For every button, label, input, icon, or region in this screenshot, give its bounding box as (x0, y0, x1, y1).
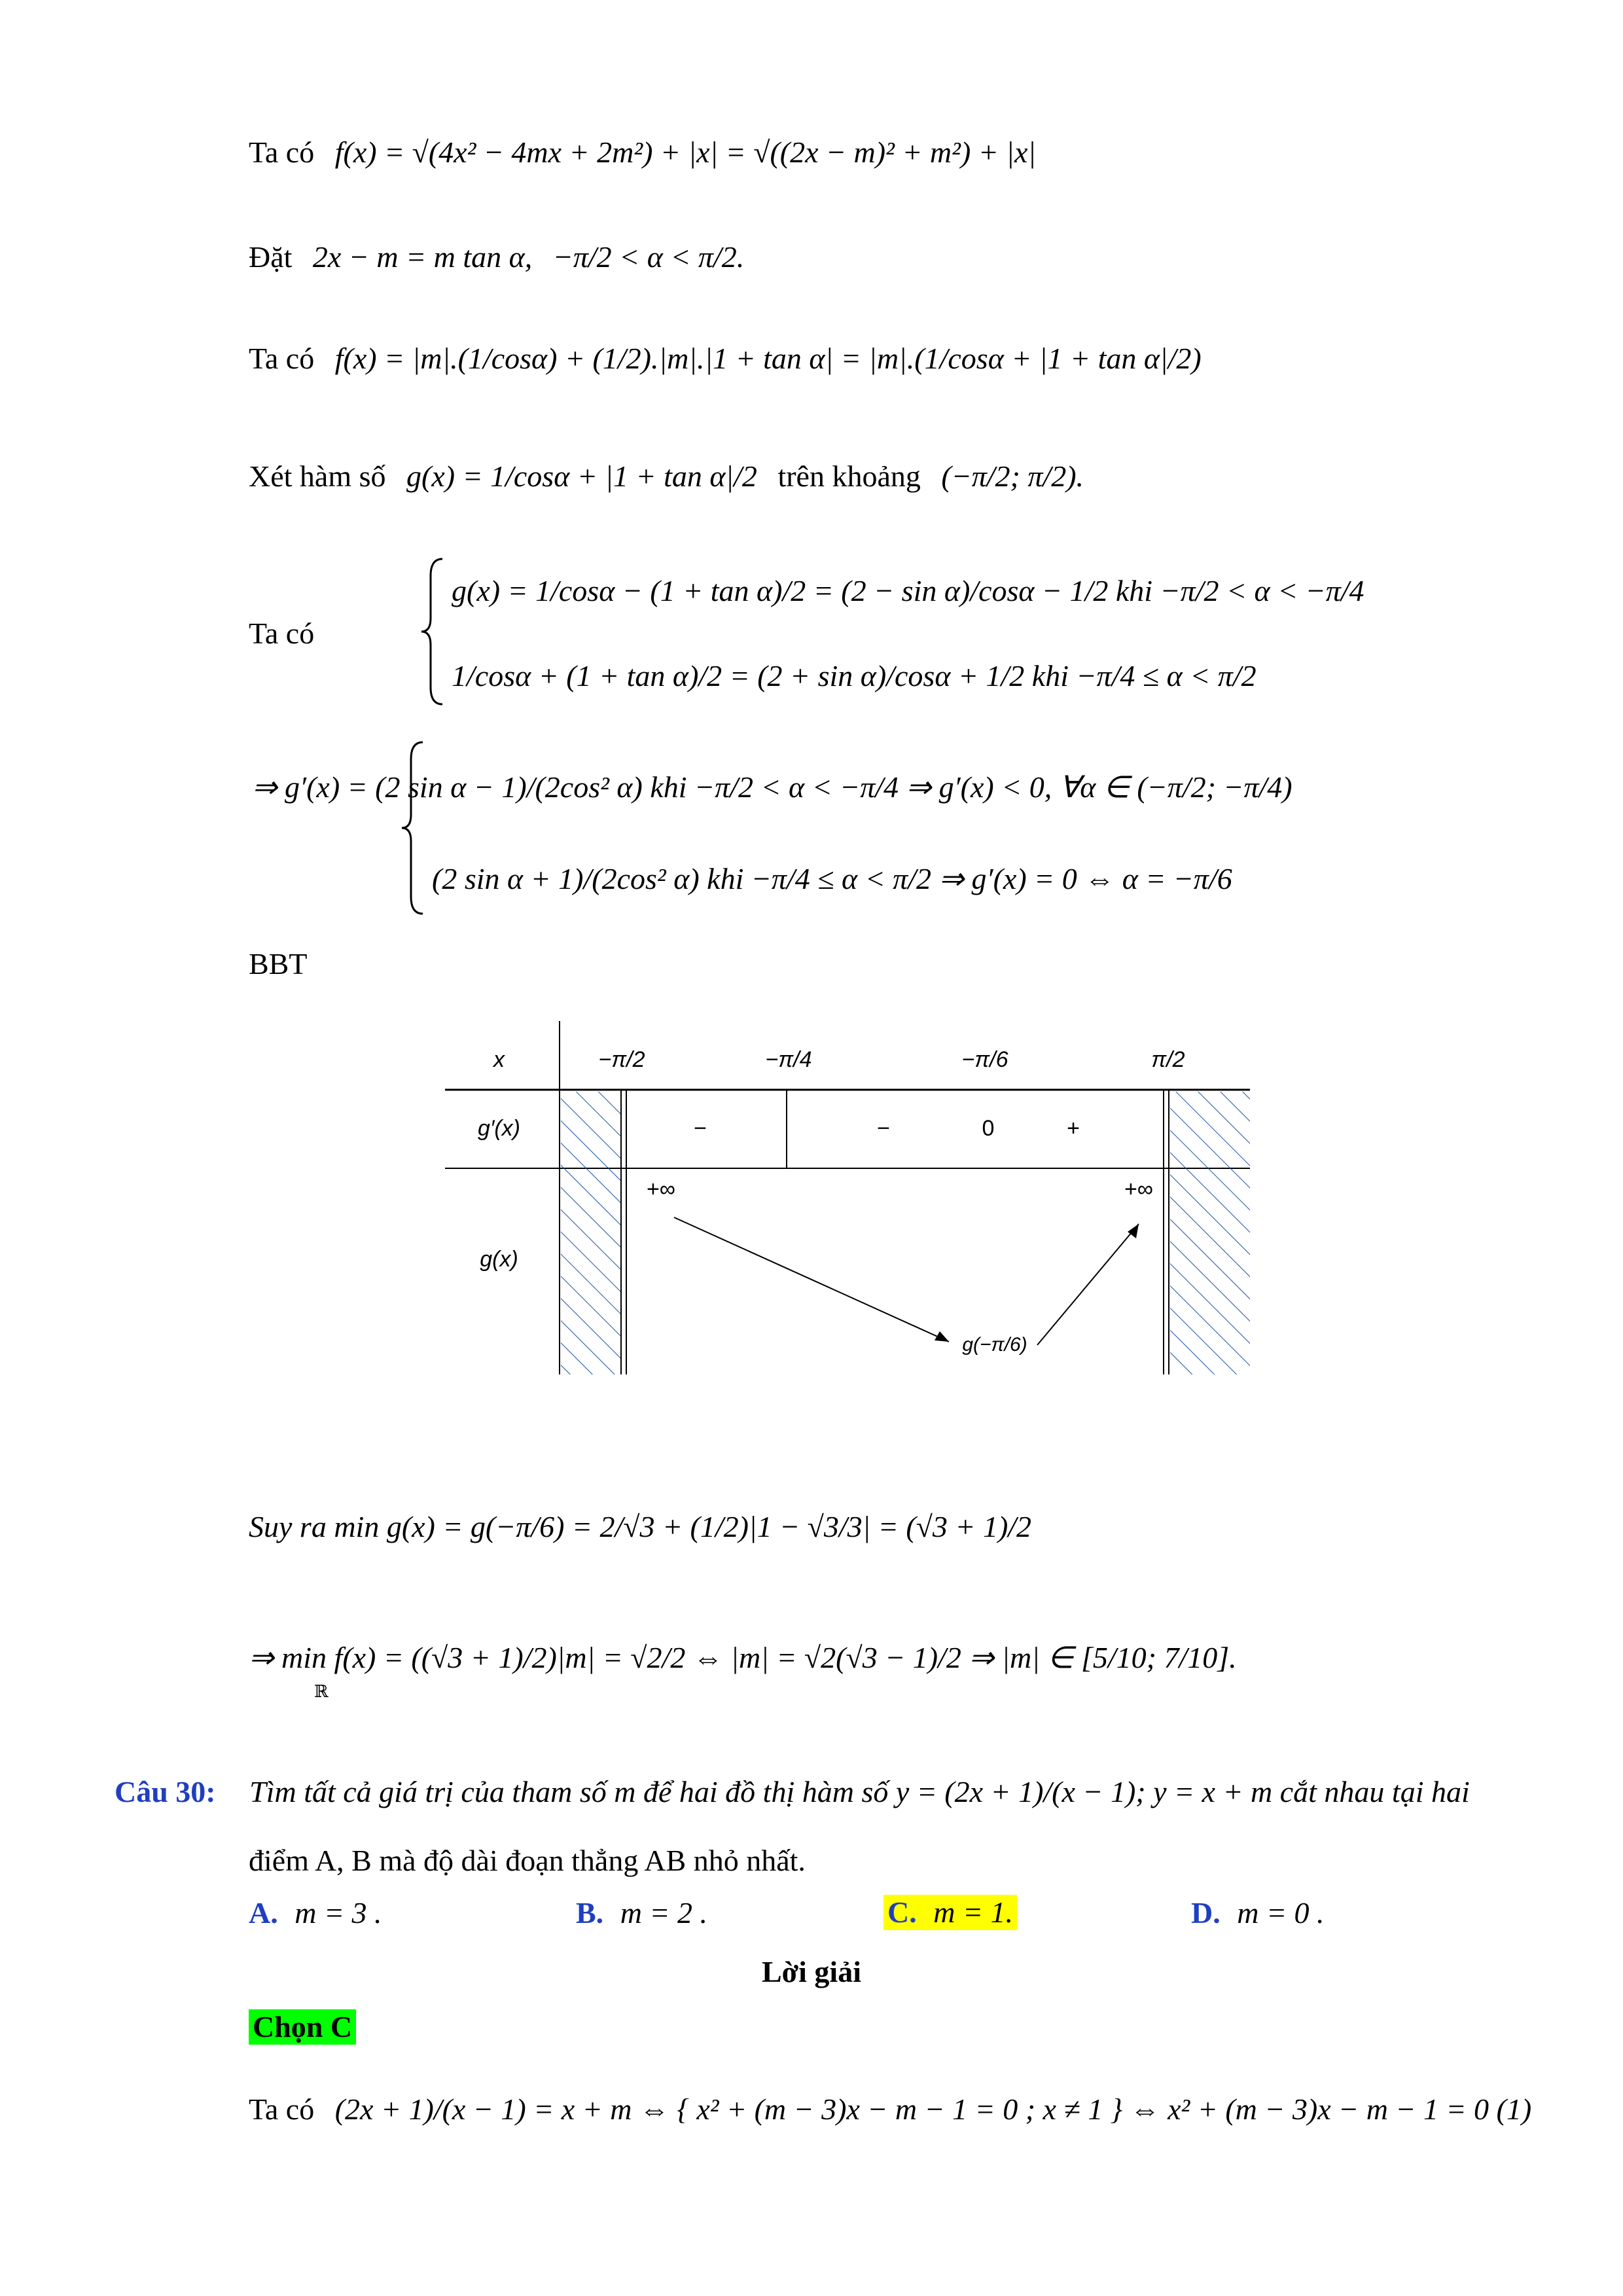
table-inf-left: +∞ (646, 1177, 676, 1202)
table-row-g-label: g(x) (480, 1247, 518, 1272)
question-line-2: điểm A, B mà độ dài đoạn thẳng AB nhỏ nhất. (249, 1844, 806, 1877)
option-b[interactable] (576, 1898, 707, 1928)
variation-table (438, 1021, 1257, 1374)
table-sign: − (877, 1116, 890, 1141)
line-4 (249, 461, 1084, 492)
line-6-case-2: (2 sin α + 1)/(2cos² α) khi −π/4 ≤ α < π/2 ⇒ g′(x) = 0 ⇔ α = −π/6 (432, 862, 1232, 895)
line-2-prefix: Đặt (249, 240, 293, 274)
line-6-case-1: ⇒ g′(x) = (2 sin α − 1)/(2cos² α) khi −π/2 < α < −π/4 ⇒ g′(x) < 0, ∀α ∈ (−π/2; −π/4) (252, 770, 1293, 804)
choice-label: Chọn C (249, 2009, 356, 2045)
min-subscript: ℝ (314, 1682, 329, 1701)
line-5-prefix: Ta có (249, 617, 315, 650)
line-1-expression: f(x) = √(4x² − 4mx + 2m²) + |x| = √((2x − m)² + m²) + |x| (334, 135, 1037, 169)
last-line (249, 2094, 1531, 2125)
line-3 (249, 344, 1202, 374)
table-x-value: −π/6 (961, 1047, 1008, 1072)
line-4-expression: g(x) = 1/cosα + |1 + tan α|/2 (406, 459, 757, 493)
min-f-line (249, 1643, 1237, 1673)
table-x-value: −π/2 (598, 1047, 645, 1072)
option-a[interactable] (249, 1898, 382, 1928)
line-1-prefix: Ta có (249, 135, 315, 169)
min-f-expression: ⇒ min f(x) = ((√3 + 1)/2)|m| = √2/2 ⇔ |m| = √2(√3 − 1)/2 ⇒ |m| ∈ [5/10; 7/10]. (249, 1641, 1237, 1674)
min-g-line (249, 1512, 1031, 1542)
line-4-suffix: trên khoảng (777, 459, 921, 493)
question-text-1: Tìm tất cả giá trị của tham số m để hai đồ thị hàm số y = (2x + 1)/(x − 1); y = x + m cắt nhau tại hai (249, 1775, 1470, 1808)
line-1 (249, 137, 1036, 168)
table-sign: 0 (982, 1116, 995, 1141)
table-min-label: g(−π/6) (962, 1334, 1027, 1355)
option-c[interactable] (883, 1895, 1017, 1930)
line-4-prefix: Xét hàm số (249, 459, 386, 493)
last-line-expression: (2x + 1)/(x − 1) = x + m ⇔ { x² + (m − 3)x − m − 1 = 0 ; x ≠ 1 } ⇔ x² + (m − 3)x − m − 1 = 0 (1) (334, 2092, 1532, 2126)
solution-title: Lời giải (762, 1955, 861, 1988)
option-b-letter: B. (576, 1896, 604, 1929)
question-line-1 (115, 1777, 1470, 1807)
option-d[interactable] (1191, 1898, 1325, 1928)
table-sign: − (694, 1116, 707, 1141)
min-g-expression: Suy ra min g(x) = g(−π/6) = 2/√3 + (1/2)|1 − √3/3| = (√3 + 1)/2 (249, 1510, 1032, 1543)
table-row-x-label: x (493, 1047, 505, 1072)
bbt-label: BBT (249, 947, 308, 980)
table-x-value: π/2 (1151, 1047, 1185, 1072)
table-x-value: −π/4 (765, 1047, 812, 1072)
table-inf-right: +∞ (1124, 1177, 1154, 1202)
table-sign: + (1067, 1116, 1080, 1141)
option-b-value: m = 2 . (620, 1896, 707, 1929)
option-a-letter: A. (249, 1896, 278, 1929)
piecewise-brace-2 (399, 740, 425, 916)
line-3-prefix: Ta có (249, 342, 315, 375)
line-2-range: −π/2 < α < π/2. (552, 240, 745, 274)
table-row-gprime-label: g′(x) (478, 1116, 520, 1141)
option-c-letter: C. (887, 1895, 917, 1929)
option-d-letter: D. (1191, 1896, 1221, 1929)
line-5-case-2: 1/cosα + (1 + tan α)/2 = (2 + sin α)/cosα + 1/2 khi −π/4 ≤ α < π/2 (452, 659, 1257, 692)
line-5-case-1: g(x) = 1/cosα − (1 + tan α)/2 = (2 − sin α)/cosα − 1/2 khi −π/2 < α < −π/4 (452, 574, 1364, 607)
last-line-prefix: Ta có (249, 2092, 315, 2126)
piecewise-brace-1 (419, 556, 445, 707)
line-4-interval: (−π/2; π/2). (941, 459, 1084, 493)
line-2-expression: 2x − m = m tan α, (312, 240, 533, 274)
option-c-value: m = 1. (933, 1895, 1013, 1929)
line-3-expression: f(x) = |m|.(1/cosα) + (1/2).|m|.|1 + tan α| = |m|.(1/cosα + |1 + tan α|/2) (334, 342, 1202, 375)
question-label: Câu 30: (115, 1775, 216, 1808)
line-2 (249, 242, 744, 272)
option-d-value: m = 0 . (1237, 1896, 1325, 1929)
option-a-value: m = 3 . (294, 1896, 382, 1929)
